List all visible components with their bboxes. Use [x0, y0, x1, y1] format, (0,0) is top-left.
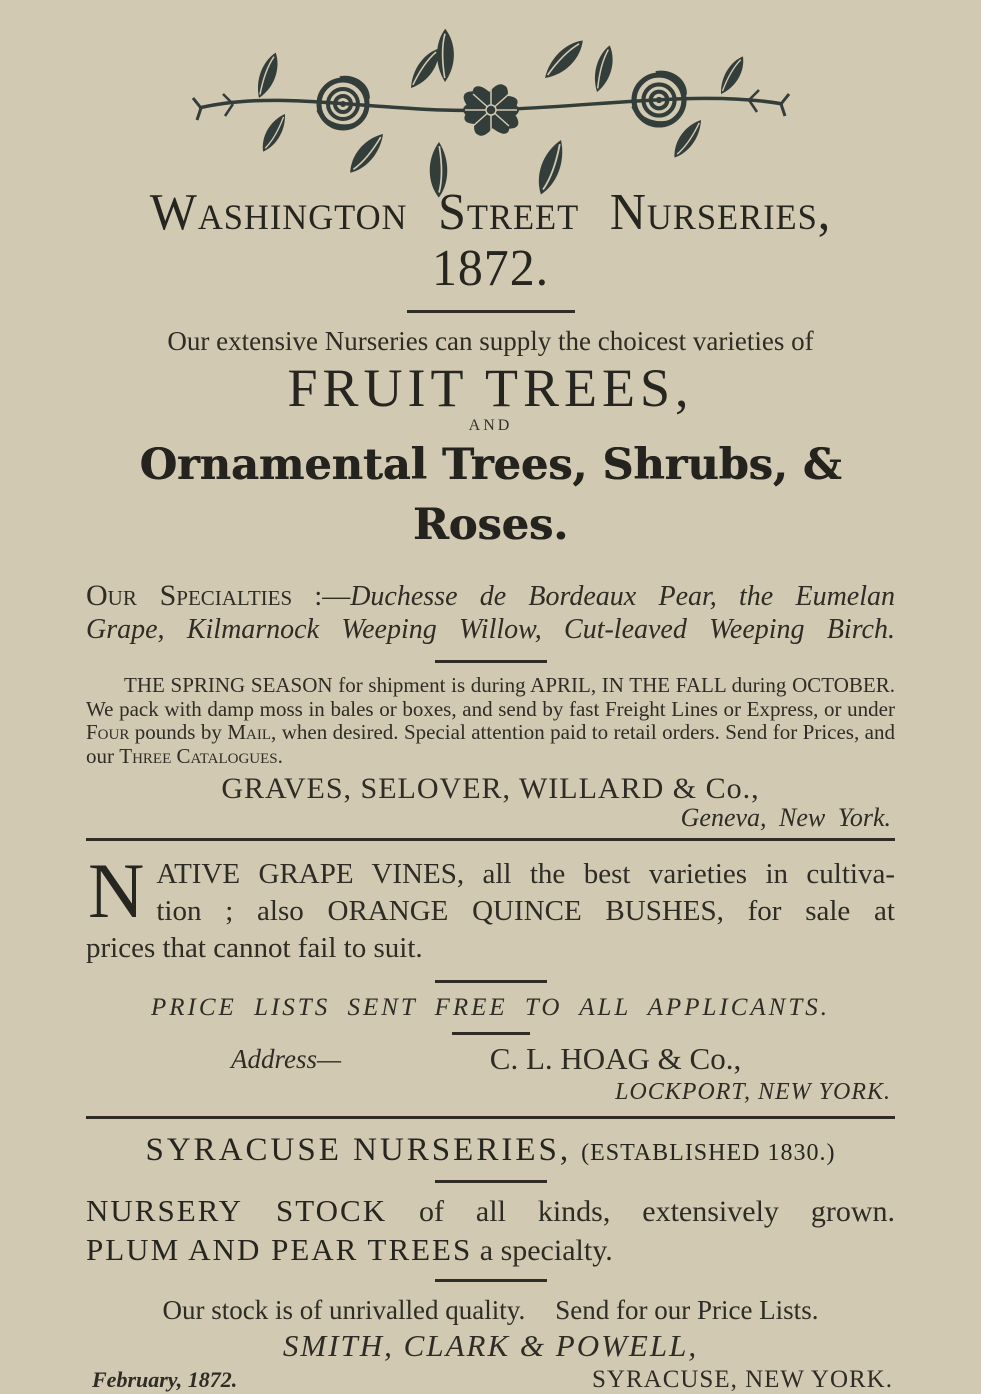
- nursery-stock-line: [86, 1192, 895, 1231]
- fruit-trees-heading: FRUIT TREES,: [287, 358, 694, 418]
- stock-block: [86, 1192, 895, 1270]
- syracuse-title-line: [86, 1132, 895, 1172]
- ornamental-rule: [435, 1180, 547, 1183]
- syracuse-established: (ESTABLISHED 1830.): [581, 1140, 836, 1166]
- ornamental-rule: [435, 660, 547, 663]
- address-row: [86, 1042, 895, 1078]
- paragraph-text: .: [277, 743, 283, 768]
- graves-firm-name: GRAVES, SELOVER, WILLARD & Co.,: [221, 772, 760, 805]
- syracuse-title: SYRACUSE NURSERIES,: [145, 1132, 572, 1168]
- address-label: Address—: [231, 1044, 342, 1074]
- syracuse-location: SYRACUSE, NEW YORK.: [592, 1366, 893, 1393]
- page-title: Washington Street Nurseries, 1872.: [149, 184, 832, 297]
- paragraph-smallcaps: Four: [86, 720, 130, 744]
- graves-location: Geneva, New York.: [680, 803, 891, 832]
- imprint-row: [86, 1366, 895, 1394]
- native-line2: tion ; also ORANGE QUINCE BUSHES, for sale at: [156, 895, 895, 927]
- specialties-line2: Grape, Kilmarnock Weeping Willow, Cut-leaved Weeping Birch.: [86, 614, 895, 645]
- masthead-lead: Our extensive Nurseries can supply the choicest varieties of: [167, 326, 814, 356]
- native-line3: prices that cannot fail to suit.: [86, 932, 423, 964]
- price-lists-notice: PRICE LISTS SENT FREE TO ALL APPLICANTS.: [151, 994, 830, 1021]
- ornamental-rule: [435, 980, 547, 983]
- plum-pear-lead: PLUM AND PEAR TREES: [86, 1232, 473, 1267]
- quality-line: [86, 1295, 895, 1325]
- issue-date: February, 1872.: [92, 1367, 238, 1392]
- paragraph-smallcaps: Three Catalogues: [119, 743, 278, 768]
- native-line1: ATIVE GRAPE VINES, all the best varieties in cultiva-: [156, 858, 895, 890]
- quality-statement: Our stock is of unrivalled quality.: [162, 1295, 526, 1325]
- header-ornament-area: [0, 0, 981, 171]
- specialties-label: Our Specialties: [86, 579, 293, 612]
- ornamental-rule: [452, 1032, 530, 1035]
- specialties-paragraph: [86, 579, 895, 646]
- smith-firm-name: SMITH, CLARK & POWELL,: [282, 1328, 699, 1363]
- nursery-stock-lead: NURSERY STOCK: [86, 1193, 388, 1228]
- plum-pear-rest: a specialty.: [472, 1234, 613, 1267]
- rose-garland-ornament: [193, 48, 789, 166]
- paragraph-text: , when desired. Special attention paid to retail orders. Send for Prices, and our: [86, 720, 895, 768]
- specialties-separator: :—: [292, 581, 351, 612]
- ornamental-trees-heading: Ornamental Trees, Shrubs, & Roses.: [139, 440, 842, 550]
- price-lists-cta: Send for our Price Lists.: [555, 1295, 819, 1325]
- paragraph-text: pounds by: [129, 720, 228, 744]
- paragraph-smallcaps: Mail: [227, 720, 272, 744]
- hoag-location: LOCKPORT, NEW YORK.: [615, 1079, 891, 1105]
- hoag-firm-name: C. L. HOAG & Co.,: [489, 1041, 742, 1076]
- section-divider: [86, 838, 895, 841]
- native-grape-paragraph: [86, 847, 895, 967]
- nursery-stock-rest: of all kinds, extensively grown.: [387, 1195, 895, 1228]
- plum-pear-line: [86, 1231, 895, 1270]
- and-conjunction: AND: [468, 417, 513, 434]
- ornamental-rule: [407, 310, 575, 313]
- dropcap-initial: N: [88, 847, 145, 934]
- shipping-paragraph: [86, 674, 895, 768]
- ornamental-rule: [435, 1279, 547, 1282]
- paragraph-text: THE SPRING SEASON for shipment is during APRIL, IN THE FALL during OCTOBER. We pack with damp moss in bales or boxes, and send by fast Freight Lines or Express, or under: [86, 673, 895, 721]
- content-column: [86, 185, 895, 1394]
- specialties-line1: Duchesse de Bordeaux Pear, the Eumelan: [350, 581, 896, 612]
- section-divider: [86, 1116, 895, 1119]
